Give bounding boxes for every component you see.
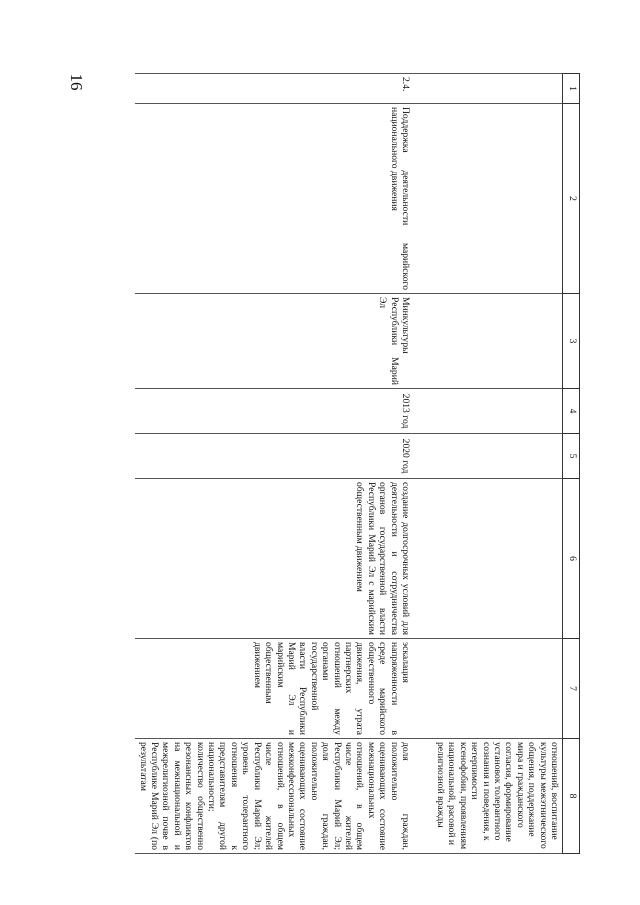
cont-cell-7 bbox=[413, 639, 563, 739]
row-risk: эскалация напряженности в среде марийского общественного движения, утрата партнерских отношений между органами государственной власти Республики Марий Эл и марийским общественным движением bbox=[135, 639, 413, 739]
row-start-year: 2013 год bbox=[135, 389, 413, 434]
cont-cell-1 bbox=[413, 74, 563, 104]
row-result: создание долгосрочных условий для деятельности и сотрудничества органов государственной власти Республики Марий Эл с марийским общественным движением bbox=[135, 479, 413, 639]
cont-cell-2 bbox=[413, 104, 563, 294]
cont-cell-3 bbox=[413, 294, 563, 389]
continuation-row bbox=[413, 74, 563, 854]
col-header-2: 2 bbox=[563, 104, 580, 294]
table-row bbox=[135, 74, 413, 854]
col-header-3: 3 bbox=[563, 294, 580, 389]
cont-cell-8: отношений, воспитание культуры межэтнического общения, поддержание мира и гражданского согласия, формирование установок толерантного сознания и поведения, к нетерпимости ксенофобии, проявлениям национальной, расовой и религиозной вражды bbox=[413, 739, 563, 854]
col-header-1: 1 bbox=[563, 74, 580, 104]
program-table bbox=[135, 73, 580, 854]
col-header-7: 7 bbox=[563, 639, 580, 739]
cont-cell-5 bbox=[413, 434, 563, 479]
cont-cell-6 bbox=[413, 479, 563, 639]
row-number: 2.4. bbox=[135, 74, 413, 104]
page-number: 16 bbox=[67, 73, 86, 91]
row-indicators: доля граждан, положительно оценивающих состояние межнациональных отношений, в общем числе жителей Республики Марий Эл; доля граждан, положительно оценивающих состояние межконфессиональных отношений, в общем числе жителей Республики Марий Эл; уровень толерантного отношения к представителям другой национальности; количество общественно резонансных конфликтов на межнациональной и межрелигиозной почве в Республике Марий Эл (по результатам bbox=[135, 739, 413, 854]
col-header-4: 4 bbox=[563, 389, 580, 434]
rotated-table-sheet bbox=[110, 73, 580, 853]
cont-cell-4 bbox=[413, 389, 563, 434]
row-end-year: 2020 год bbox=[135, 434, 413, 479]
col-header-8: 8 bbox=[563, 739, 580, 854]
col-header-5: 5 bbox=[563, 434, 580, 479]
col-header-6: 6 bbox=[563, 479, 580, 639]
row-name: Поддержка деятельности марийского национального движения bbox=[135, 104, 413, 294]
row-executor: Минкультуры Республики Марий Эл bbox=[135, 294, 413, 389]
column-number-header bbox=[563, 74, 580, 854]
